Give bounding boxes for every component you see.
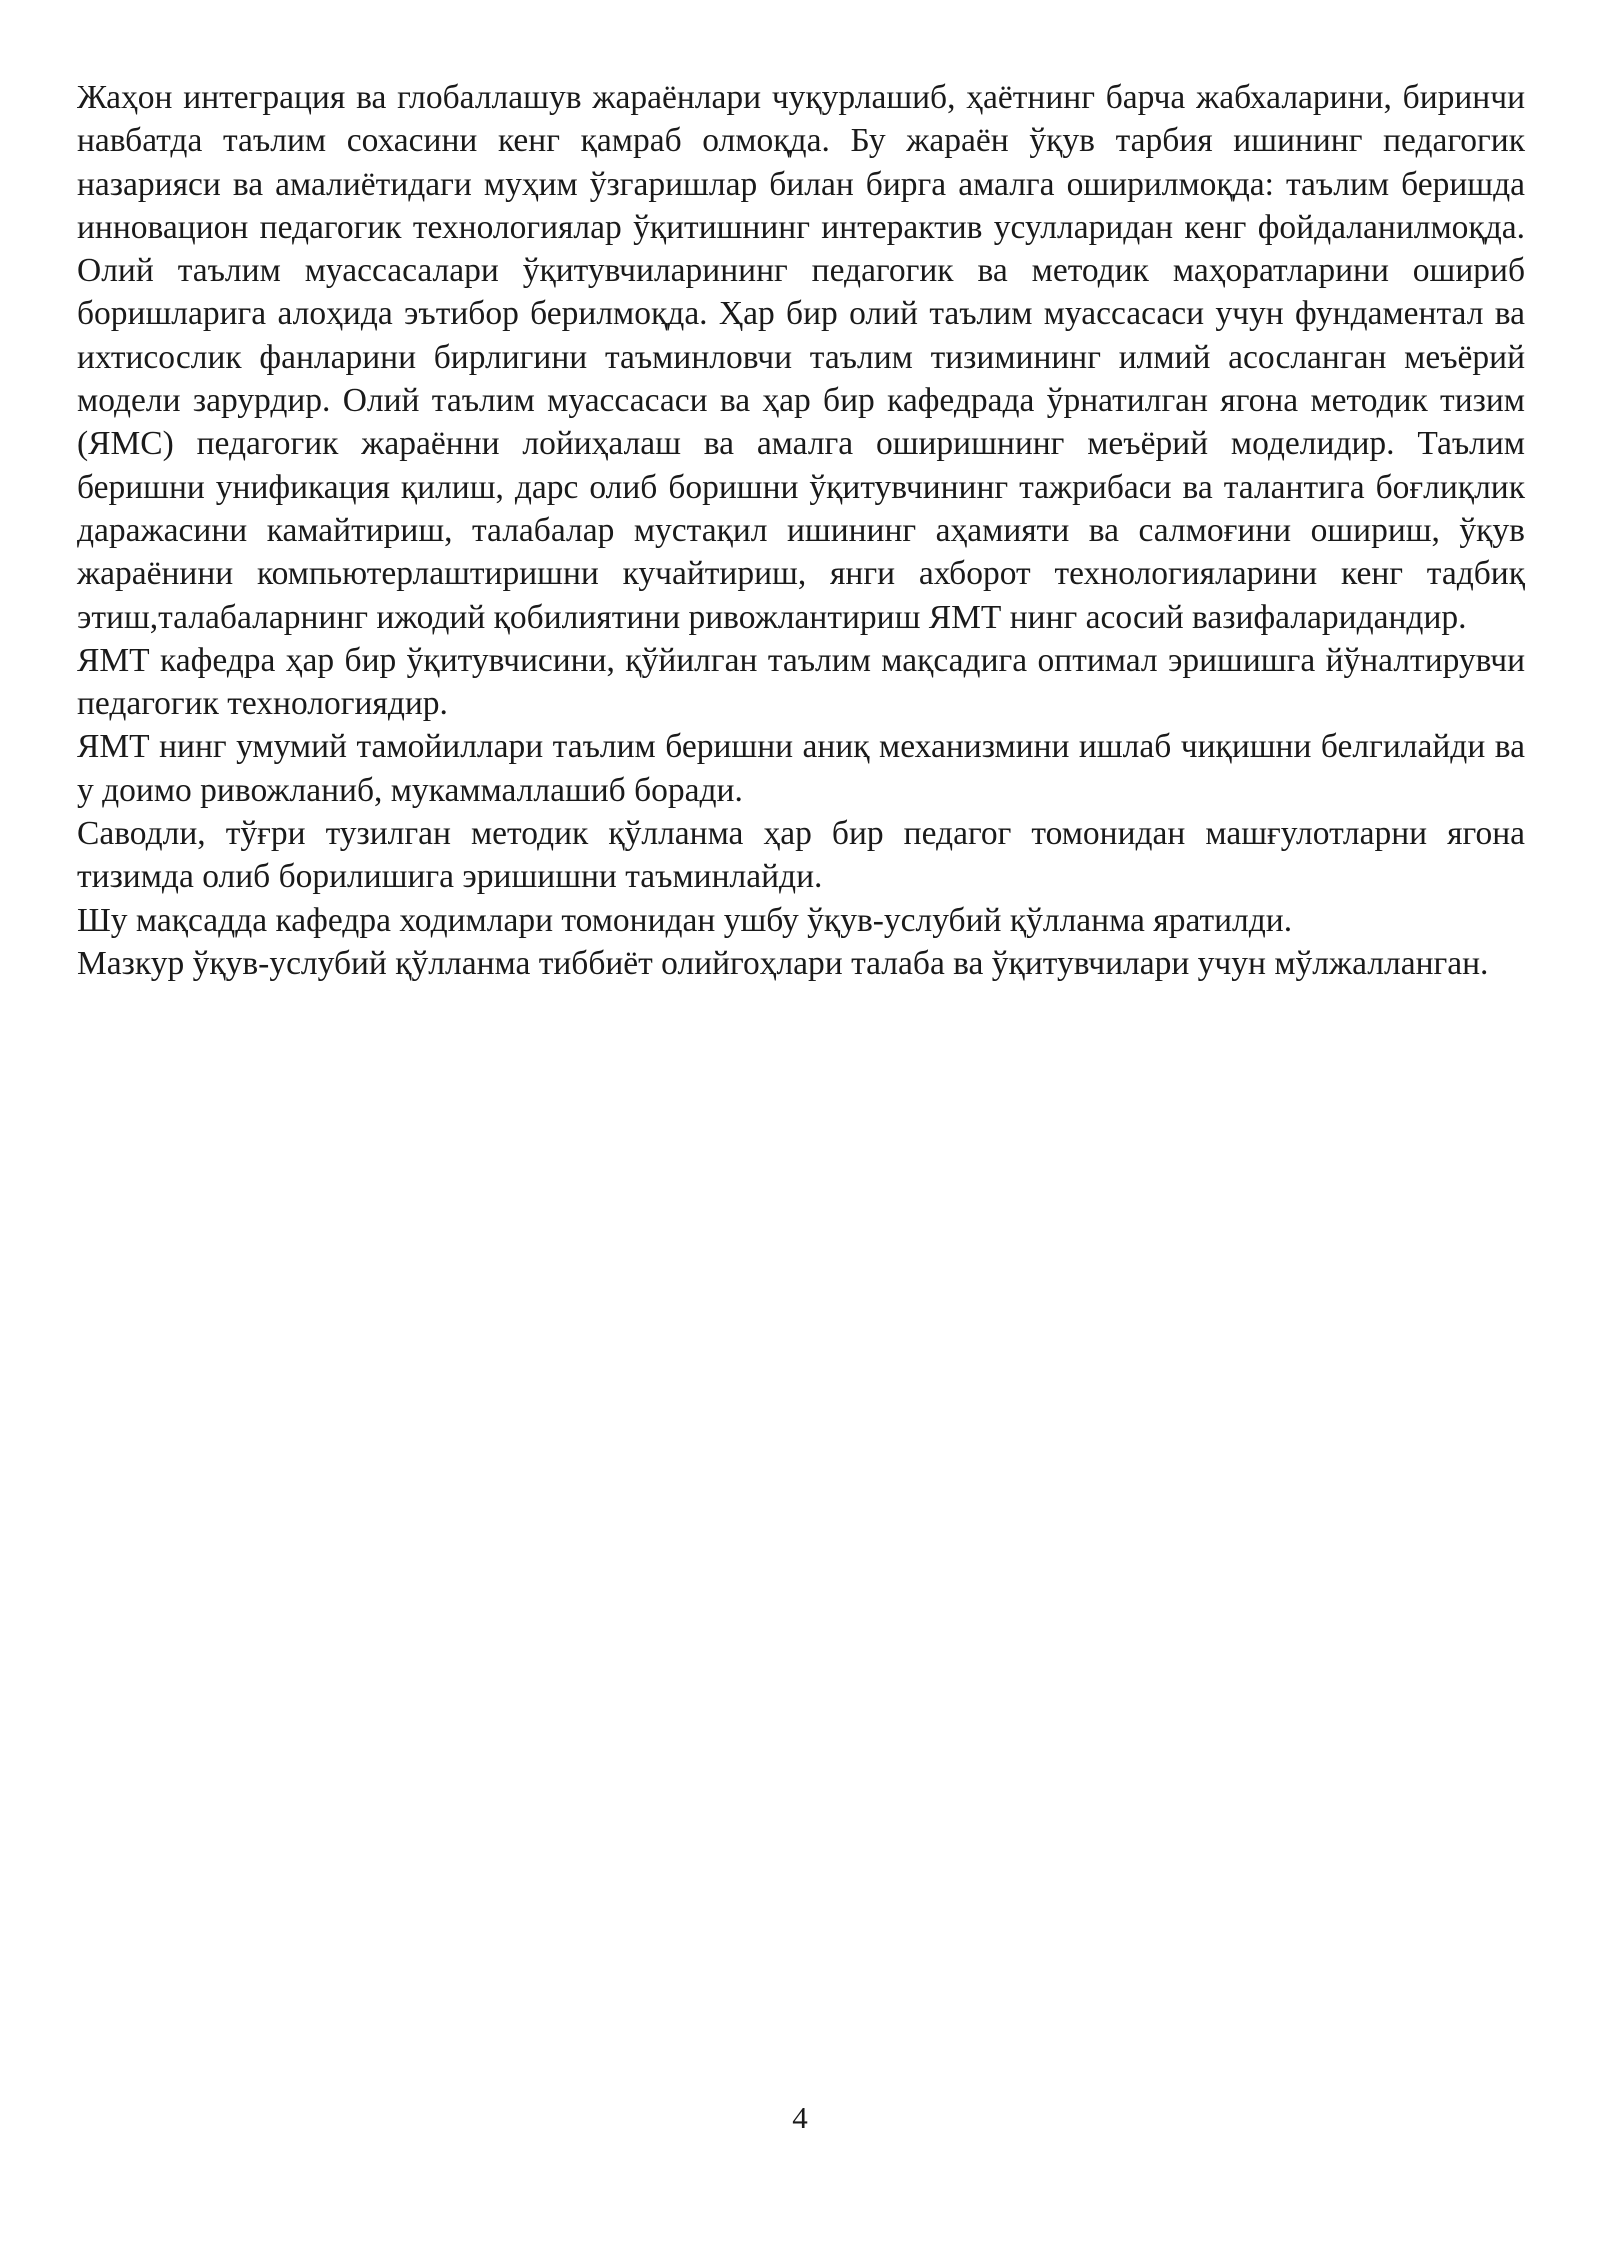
paragraph-ymt-principles: ЯМТ нинг умумий тамойиллари таълим беришни аниқ механизмини ишлаб чиқишни белгилайди ва у доимо ривожланиб, мукаммаллашиб боради. — [77, 728, 1525, 809]
page-number: 4 — [792, 2100, 808, 2135]
paragraph-manual-audience: Мазкур ўқув-услубий қўлланма тиббиёт олийгоҳлари талаба ва ўқитувчилари учун мўлжалланган. — [77, 944, 1489, 982]
paragraph-ymt-pedagogical-technology: ЯМТ кафедра ҳар бир ўқитувчисини, қўйилган таълим мақсадига оптимал эришишга йўналтирувчи педагогик технологиядир. — [77, 641, 1525, 723]
document-body — [77, 76, 1525, 985]
paragraph-manual-created: Шу мақсадда кафедра ходимлари томонидан ушбу ўқув-услубий қўлланма яратилди. — [77, 901, 1293, 939]
paragraph-integration: Жаҳон интеграция ва глобаллашув жараёнлари чуқурлашиб, ҳаётнинг барча жабхаларини, биринчи навбатда таълим сохасини кенг қамраб олмоқда. Бу жараён ўқув тарбия ишининг педагогик назарияси ва амалиётидаги муҳим ўзгаришлар билан бирга амалга оширилмоқда: таълим беришда инновацион педагогик технологиялар ўқитишнинг интерактив усулларидан кенг фойдаланилмоқда. Олий таълим муассасалари ўқитувчиларининг педагогик ва методик маҳоратларини ошириб боришларига алоҳида эътибор берилмоқда. Ҳар бир олий таълим муассасаси учун фундаментал ва ихтисослик фанларини бирлигини таъминловчи таълим тизимининг илмий асосланган меъёрий модели зарурдир. Олий таълим муассасаси ва ҳар бир кафедрада ўрнатилган ягона методик тизим (ЯМС) педагогик жараённи лойиҳалаш ва амалга оширишнинг меъёрий моделидир. Таълим беришни унификация қилиш, дарс олиб боришни ўқитувчининг тажрибаси ва талантига боғлиқлик даражасини камайтириш, талабалар мустақил ишининг аҳамияти ва салмоғини ошириш, ўқув жараёнини компьютерлаштиришни кучайтириш, янги ахборот технологияларини кенг тадбиқ этиш,талабаларнинг ижодий қобилиятини ривожлантириш ЯМТ нинг асосий вазифаларидандир. — [77, 79, 1525, 636]
paragraph-methodical-manual: Саводли, тўғри тузилган методик қўлланма ҳар бир педагог томонидан машғулотларни ягона тизимда олиб борилишига эришишни таъминлайди. — [77, 815, 1525, 896]
